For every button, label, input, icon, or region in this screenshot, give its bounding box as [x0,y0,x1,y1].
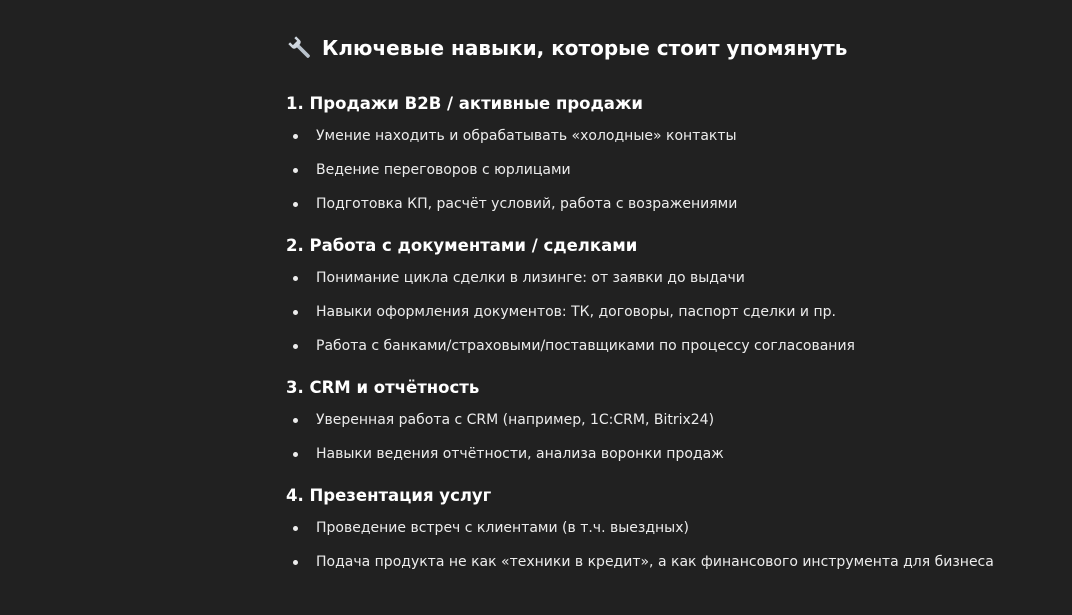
list-item [286,410,986,444]
skill-list [286,518,994,586]
skill-section-1 [286,92,986,228]
bullet-icon [293,134,298,139]
wrench-icon [286,34,314,62]
skill-section-title: 1. Продажи B2B / активные продажи [286,94,643,113]
skill-list [286,268,986,370]
list-item [286,126,986,160]
list-item-text: Понимание цикла сделки в лизинге: от заявки до выдачи [316,270,745,286]
bullet-icon [293,452,298,457]
list-item [286,336,986,370]
bullet-icon [293,168,298,173]
list-item [286,302,986,336]
skill-section-title: 2. Работа с документами / сделками [286,236,638,255]
list-item [286,444,986,478]
list-item-text: Работа с банками/страховыми/поставщиками по процессу согласования [316,338,855,354]
list-item-text: Ведение переговоров с юрлицами [316,162,571,178]
list-item [286,160,986,194]
list-item-text: Подготовка КП, расчёт условий, работа с возражениями [316,196,738,212]
bullet-icon [293,560,298,565]
list-item-text: Навыки ведения отчётности, анализа воронки продаж [316,446,724,462]
chat-message-content [286,30,994,586]
section-heading-text: Ключевые навыки, которые стоит упомянуть [322,36,848,60]
list-item [286,552,994,586]
skill-list [286,126,986,228]
list-item-text: Проведение встреч с клиентами (в т.ч. выездных) [316,520,689,536]
section-heading [286,30,986,66]
list-item-text: Подача продукта не как «техники в кредит», а как финансового инструмента для бизнеса [316,554,994,570]
bullet-icon [293,418,298,423]
bullet-icon [293,526,298,531]
list-item-text: Умение находить и обрабатывать «холодные» контакты [316,128,737,144]
bullet-icon [293,310,298,315]
bullet-icon [293,276,298,281]
skill-section-title: 4. Презентация услуг [286,486,492,505]
list-item-text: Навыки оформления документов: ТК, договоры, паспорт сделки и пр. [316,304,836,320]
skill-section-4 [286,484,994,586]
list-item-text: Уверенная работа с CRM (например, 1С:CRM, Bitrix24) [316,412,715,428]
skill-section-title: 3. CRM и отчётность [286,378,480,397]
list-item [286,194,986,228]
skill-list [286,410,986,478]
bullet-icon [293,202,298,207]
list-item [286,268,986,302]
skill-section-3 [286,376,986,478]
skill-section-2 [286,234,986,370]
list-item [286,518,986,552]
bullet-icon [293,344,298,349]
